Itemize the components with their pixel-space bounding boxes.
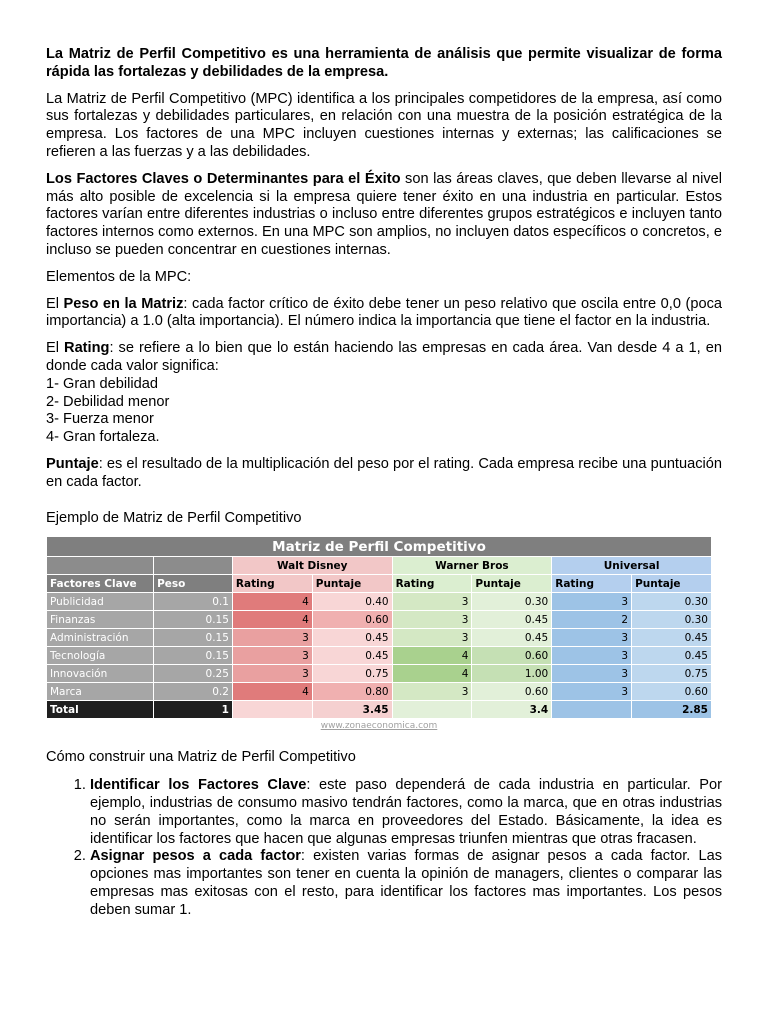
wd-puntaje-cell: 0.40: [312, 593, 392, 611]
table-column-header-row: [47, 575, 712, 593]
un-rating-cell: 2: [552, 611, 632, 629]
col-header-puntaje: Puntaje: [472, 575, 552, 593]
col-header-rating: Rating: [552, 575, 632, 593]
table-title-row: [47, 537, 712, 557]
rating-level: 3- Fuerza menor: [46, 411, 154, 428]
peso-cell: 0.15: [154, 647, 233, 665]
wb-rating-cell: 3: [392, 593, 472, 611]
col-header-factor: Factores Clave: [47, 575, 154, 593]
list-item: [90, 777, 722, 848]
mpc-table-figure: [46, 536, 712, 731]
wb-puntaje-cell: 0.60: [472, 683, 552, 701]
col-header-rating: Rating: [232, 575, 312, 593]
peso-cell: 0.15: [154, 611, 233, 629]
factor-cell: Tecnología: [47, 647, 154, 665]
wd-puntaje-cell: 0.60: [312, 611, 392, 629]
elements-heading: Elementos de la MPC:: [46, 268, 192, 285]
company-header-walt-disney: Walt Disney: [232, 557, 392, 575]
total-label: Total: [47, 701, 154, 719]
mpc-definition-paragraph: La Matriz de Perfil Competitivo (MPC) identifica a los principales competidores de la empresa, así como sus fortalezas y debilidades particulares, en relación con una muestra de la posición estratégica de la empresa. Los factores de una MPC incluyen cuestiones internas y externas; las calificaciones se refieren a las fuerzas y a las debilidades.: [46, 90, 722, 160]
wd-rating-cell: 4: [232, 593, 312, 611]
document-body: [46, 46, 722, 920]
wd-rating-cell: 4: [232, 683, 312, 701]
key-factors-text: son las áreas claves, que deben llevarse al nivel más alto posible de excelencia si la empresa quiere tener éxito en una industria en particular. Estos factores varían entre diferentes industrias o incluso entre diferentes grupos estratégicos e incluyen tanto factores internos como externos. En una MPC son amplios, no incluyen datos específicos o concretos, e incluso se pueden concentrar en cuestiones internas.: [46, 170, 722, 258]
table-row: [47, 683, 712, 701]
wb-puntaje-cell: 0.30: [472, 593, 552, 611]
table-title: Matriz de Perfil Competitivo: [47, 537, 712, 557]
un-puntaje-cell: 0.30: [632, 611, 712, 629]
mpc-table: [46, 536, 712, 719]
factor-cell: Administración: [47, 629, 154, 647]
un-rating-cell: 3: [552, 683, 632, 701]
wb-rating-cell: 3: [392, 629, 472, 647]
wd-puntaje-cell: 0.75: [312, 665, 392, 683]
table-credit: www.zonaeconomica.com: [320, 721, 438, 732]
wb-rating-cell: 4: [392, 647, 472, 665]
un-rating-cell: 3: [552, 593, 632, 611]
list-item: [90, 848, 722, 919]
rating-paragraph: [46, 340, 722, 447]
puntaje-term: Puntaje: [46, 455, 99, 472]
rating-level: 2- Debilidad menor: [46, 393, 170, 410]
table-row: [47, 665, 712, 683]
col-header-peso: Peso: [154, 575, 233, 593]
wb-rating-cell: 4: [392, 665, 472, 683]
puntaje-text: : es el resultado de la multiplicación del peso por el rating. Cada empresa recibe una puntuación en cada factor.: [46, 455, 722, 490]
step-term: Asignar pesos a cada factor: [90, 848, 301, 865]
table-row: [47, 611, 712, 629]
table-blank-cell: [47, 557, 154, 575]
wb-puntaje-cell: 0.60: [472, 647, 552, 665]
wb-puntaje-cell: 0.45: [472, 611, 552, 629]
wb-puntaje-cell: 0.45: [472, 629, 552, 647]
peso-paragraph: [46, 296, 722, 332]
rating-intro: [46, 340, 722, 376]
how-to-heading: Cómo construir una Matriz de Perfil Competitivo: [46, 749, 356, 766]
step-text: : este paso dependerá de cada industria en particular. Por ejemplo, industrias de consumo masivo tendrán factores, como la marca, que en otras industrias no serán importantes, como la marca en proveedores del Estado. Básicamente, la idea es identificar los factores que hacen que algunas empresas triunfen mientras que otras fracasen.: [90, 777, 722, 847]
intro-bold-paragraph: La Matriz de Perfil Competitivo es una herramienta de análisis que permite visualizar de forma rápida las fortalezas y debilidades de la empresa.: [46, 46, 722, 80]
rating-term: Rating: [64, 340, 110, 357]
factor-cell: Innovación: [47, 665, 154, 683]
factor-cell: Marca: [47, 683, 154, 701]
rating-level: 4- Gran fortaleza.: [46, 429, 160, 446]
peso-term: Peso en la Matriz: [63, 295, 184, 312]
wd-puntaje-cell: 0.80: [312, 683, 392, 701]
total-universal: 2.85: [632, 701, 712, 719]
peso-cell: 0.1: [154, 593, 233, 611]
example-caption: Ejemplo de Matriz de Perfil Competitivo: [46, 509, 302, 526]
key-factors-paragraph: [46, 171, 722, 260]
table-row: [47, 593, 712, 611]
un-puntaje-cell: 0.30: [632, 593, 712, 611]
wd-rating-cell: 3: [232, 665, 312, 683]
peso-cell: 0.25: [154, 665, 233, 683]
col-header-rating: Rating: [392, 575, 472, 593]
peso-text: : cada factor crítico de éxito debe tener un peso relativo que oscila entre 0,0 (poca importancia) a 1.0 (alta importancia). El número indica la importancia que tiene el factor en la industria.: [46, 295, 722, 330]
wb-puntaje-cell: 1.00: [472, 665, 552, 683]
col-header-puntaje: Puntaje: [312, 575, 392, 593]
table-total-row: [47, 701, 712, 719]
peso-prefix: El: [46, 295, 64, 312]
rating-prefix: El: [46, 340, 65, 357]
peso-cell: 0.15: [154, 629, 233, 647]
wd-puntaje-cell: 0.45: [312, 647, 392, 665]
company-header-universal: Universal: [552, 557, 712, 575]
table-blank-cell: [154, 557, 233, 575]
table-blank-cell: [232, 701, 312, 719]
rating-text: : se refiere a lo bien que lo están haciendo las empresas en cada área. Van desde 4 a 1, en donde cada valor significa:: [46, 340, 723, 374]
un-puntaje-cell: 0.45: [632, 629, 712, 647]
wd-puntaje-cell: 0.45: [312, 629, 392, 647]
total-warner-bros: 3.4: [472, 701, 552, 719]
table-row: [47, 629, 712, 647]
factor-cell: Publicidad: [47, 593, 154, 611]
puntaje-paragraph: [46, 456, 722, 492]
wd-rating-cell: 3: [232, 629, 312, 647]
step-term: Identificar los Factores Clave: [90, 777, 307, 794]
table-blank-cell: [392, 701, 472, 719]
col-header-puntaje: Puntaje: [632, 575, 712, 593]
un-rating-cell: 3: [552, 647, 632, 665]
wb-rating-cell: 3: [392, 611, 472, 629]
step-text: : existen varias formas de asignar pesos a cada factor. Las opciones mas importantes son tener en cuenta la opinión de managers, clientes o comparar las empresas mas exitosas con el resto, para identificar los factores mas importantes. Los pesos deben sumar 1.: [90, 848, 722, 918]
steps-list: [46, 777, 722, 919]
un-rating-cell: 3: [552, 665, 632, 683]
un-puntaje-cell: 0.75: [632, 665, 712, 683]
total-peso: 1: [154, 701, 233, 719]
peso-cell: 0.2: [154, 683, 233, 701]
factor-cell: Finanzas: [47, 611, 154, 629]
key-factors-term: Los Factores Claves o Determinantes para el Éxito: [46, 170, 401, 187]
wd-rating-cell: 3: [232, 647, 312, 665]
un-puntaje-cell: 0.60: [632, 683, 712, 701]
un-rating-cell: 3: [552, 629, 632, 647]
total-walt-disney: 3.45: [312, 701, 392, 719]
wd-rating-cell: 4: [232, 611, 312, 629]
wb-rating-cell: 3: [392, 683, 472, 701]
un-puntaje-cell: 0.45: [632, 647, 712, 665]
table-row: [47, 647, 712, 665]
table-company-row: [47, 557, 712, 575]
rating-level: 1- Gran debilidad: [46, 375, 158, 392]
company-header-warner-bros: Warner Bros: [392, 557, 552, 575]
table-blank-cell: [552, 701, 632, 719]
